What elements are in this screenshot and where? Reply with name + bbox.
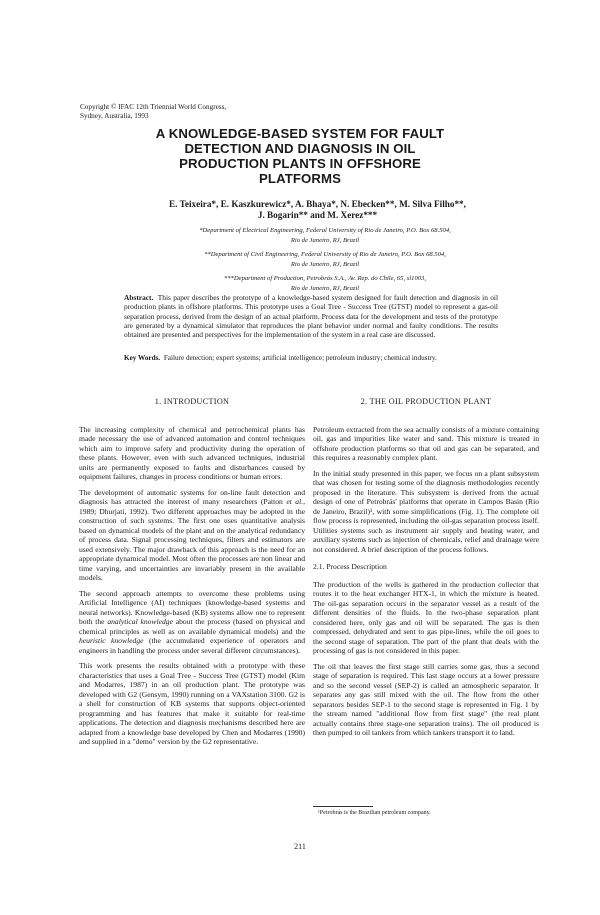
keywords	[124, 354, 498, 363]
author-list	[140, 199, 495, 221]
title-line-4: PLATFORMS	[259, 171, 341, 186]
affiliation-3-line-1: ***Department of Production, Petrobrás S.A., Av. Rep. do Chile, 65, sl1003,	[223, 275, 426, 282]
page-number: 211	[294, 842, 306, 851]
footnote-rule	[313, 806, 373, 807]
affiliation-3-line-2: Rio de Janeiro, RJ, Brazil	[290, 285, 360, 292]
title-line-2: DETECTION AND DIAGNOSIS IN OIL	[184, 141, 416, 156]
copyright-line-1: Copyright © IFAC 12th Triennial World Congress,	[80, 103, 227, 111]
right-column	[313, 397, 539, 744]
subsection-2-1-heading: 2.1. Process Description	[313, 562, 387, 571]
keywords-label: Key Words.	[124, 354, 161, 362]
intro-p2-text-b: , 1989; Dhurjati, 1992). Two different approaches may be adopted in the construction of such systems. The first one uses quantitative analysis based on dynamical models of the plant and on the analytical redundancy of process data. Signal processing techniques, filters and estimators are used extensively. The major drawback of this approach is the need for an appropriate dynamical model. Most often the processes are non linear and time varying, and uncertainties are invariably present in the available models.	[79, 497, 305, 582]
plant-paragraph-4: The oil that leaves the first stage still carries some gas, thus a second stage of separation is required. This last stage occurs at a lower pressure and so the second vessel (SEP-2) is called an atmospheric separator. It separates any gas still mixed with the oil. The flow from the other separators besides SEP-1 to the second stage is represented in Fig. 1 by the stream named "additional flow from first stage" (the real plant actually contains three stage-one separation trains). The oil produced is then pumped to oil tankers from which tankers transport it to land.	[313, 661, 539, 737]
intro-paragraph-2	[79, 488, 305, 583]
intro-paragraph-1: The increasing complexity of chemical and petrochemical plants has made necessary the use of advanced automation and control techniques which aim to improve safety and productivity during the operation of these plants. However, even with such advanced techniques, industrial units are permanently exposed to faults and disturbances caused by equipment failures, changes in process conditions or human errors.	[79, 424, 305, 481]
copyright-line-2: Sydney, Australia, 1993	[80, 112, 149, 120]
intro-p3-text-b: about the process (based on physical and chemical principles as well as on available dynamical models) and the	[79, 617, 305, 636]
title-line-3: PRODUCTION PLANTS IN OFFSHORE	[179, 156, 421, 171]
intro-p3-analytical: analytical knowledge	[107, 617, 173, 626]
abstract-label: Abstract.	[124, 293, 154, 302]
section-2-heading: 2. THE OIL PRODUCTION PLANT	[360, 397, 492, 406]
intro-paragraph-3	[79, 589, 305, 656]
intro-p2-etal: et al.	[286, 497, 304, 506]
abstract-text: This paper describes the prototype of a knowledge-based system designed for fault detection and diagnosis in oil production plants in offshore platforms. This prototype uses a Goal Tree - Success Tree (GTST) model to represent a gas-oil separation process, derived from the design of an actual platform. Process data for the development and tests of the prototype are generated by a dynamical simulator that reproduces the plant behavior under normal and faulty conditions. The results obtained are presented and perspectives for the implementation of the system in a real case are discussed.	[124, 293, 499, 340]
footnote: ¹Petrobrás is the Brazilian petroleum company.	[318, 810, 431, 816]
intro-paragraph-4: This work presents the results obtained with a prototype with these characteristics that uses a Goal Tree - Success Tree (GTST) model (Kim and Modarres, 1987) in an oil production plant. The prototype was developed with G2 (Gensym, 1990) running on a VAXstation 3100. G2 is a shell for construction of KB systems that supports object-oriented programming and has features that make it suitable for real-time applications. The detection and diagnosis mechanisms described here are adapted from a knowledge base developed by Chen and Modarres (1990) and supplied in a "demo" version by the G2 representative.	[79, 661, 305, 746]
affiliation-2-line-1: **Department of Civil Engineering, Federal University of Rio de Janeiro, P.O. Box 68.504,	[204, 251, 446, 258]
intro-p3-text-c: (the accumulated experience of operators and engineers in handling the process under several different circumstances).	[79, 636, 305, 655]
plant-paragraph-3: The production of the wells is gathered in the production collector that routes it to the heat exchanger HTX-1, in which the mixture is heated. The oil-gas separation occurs in the separator vessel as a result of the different densities of the fluids. In the two-phase separation plant considered here, only gas and oil will be separated. The gas is then compressed, dehydrated and sent to gas pipe-lines, while the oil goes to the second stage of separation. The part of the plant that deals with the processing of gas is not considered in this paper.	[313, 579, 539, 655]
intro-p2-text-a: The development of automatic systems for on-line fault detection and diagnosis has attracted the interest of many researchers (Patton	[79, 487, 305, 506]
keywords-text: Failure detection; expert systems; artificial intelligence; petroleum industry; chemical industry.	[163, 354, 437, 362]
affiliation-1-line-1: *Department of Electrical Engineering, Federal University of Rio de Janeiro, P.O. Box 68.504,	[199, 227, 451, 234]
paper-title	[100, 126, 500, 186]
affiliations	[150, 226, 500, 294]
affiliation-2-line-2: Rio de Janeiro, RJ, Brazil	[290, 261, 360, 268]
intro-p3-heuristic: heuristic knowledge	[79, 636, 144, 645]
plant-paragraph-1: Petroleum extracted from the sea actually consists of a mixture containing oil, gas and impurities like water and sand. This mixture is treated in offshore production platforms so that oil and gas can be separated, and this requires a reasonably complex plant.	[313, 424, 539, 462]
title-line-1: A KNOWLEDGE-BASED SYSTEM FOR FAULT	[155, 126, 445, 141]
authors-line-2: J. Bogarin** and M. Xerez***	[257, 210, 378, 220]
abstract	[124, 293, 498, 339]
plant-paragraph-2: In the initial study presented in this paper, we focus on a plant subsystem that was chosen for testing some of the diagnosis methodologies recently proposed in the literature. This subsystem is derived from the actual design of one of Petrobrás' platforms that operate in Campos Basin (Rio de Janeiro, Brazil)¹, with some simplifications (Fig. 1). The complete oil flow process is represented, including the oil-gas separation process itself. Utilities systems such as instrument air supply and heating water, and auxiliary systems such as injection of chemicals, relief and drainage were not considered. A brief description of the process follows.	[313, 468, 539, 554]
authors-line-1: E. Teixeira*, E. Kaszkurewicz*, A. Bhaya*, N. Ebecken**, M. Silva Filho**,	[169, 199, 466, 209]
section-1-heading: 1. INTRODUCTION	[154, 397, 230, 406]
copyright-notice	[80, 103, 380, 121]
intro-p3-text-a: The second approach attempts to overcome these problems using Artificial Intelligence (AI) techniques (knowledge-based systems and neural networks). Knowledge-based (KB) systems allow one to represent both the	[79, 588, 305, 626]
affiliation-1-line-2: Rio de Janeiro, RJ, Brazil	[290, 237, 360, 244]
left-column	[79, 397, 305, 753]
